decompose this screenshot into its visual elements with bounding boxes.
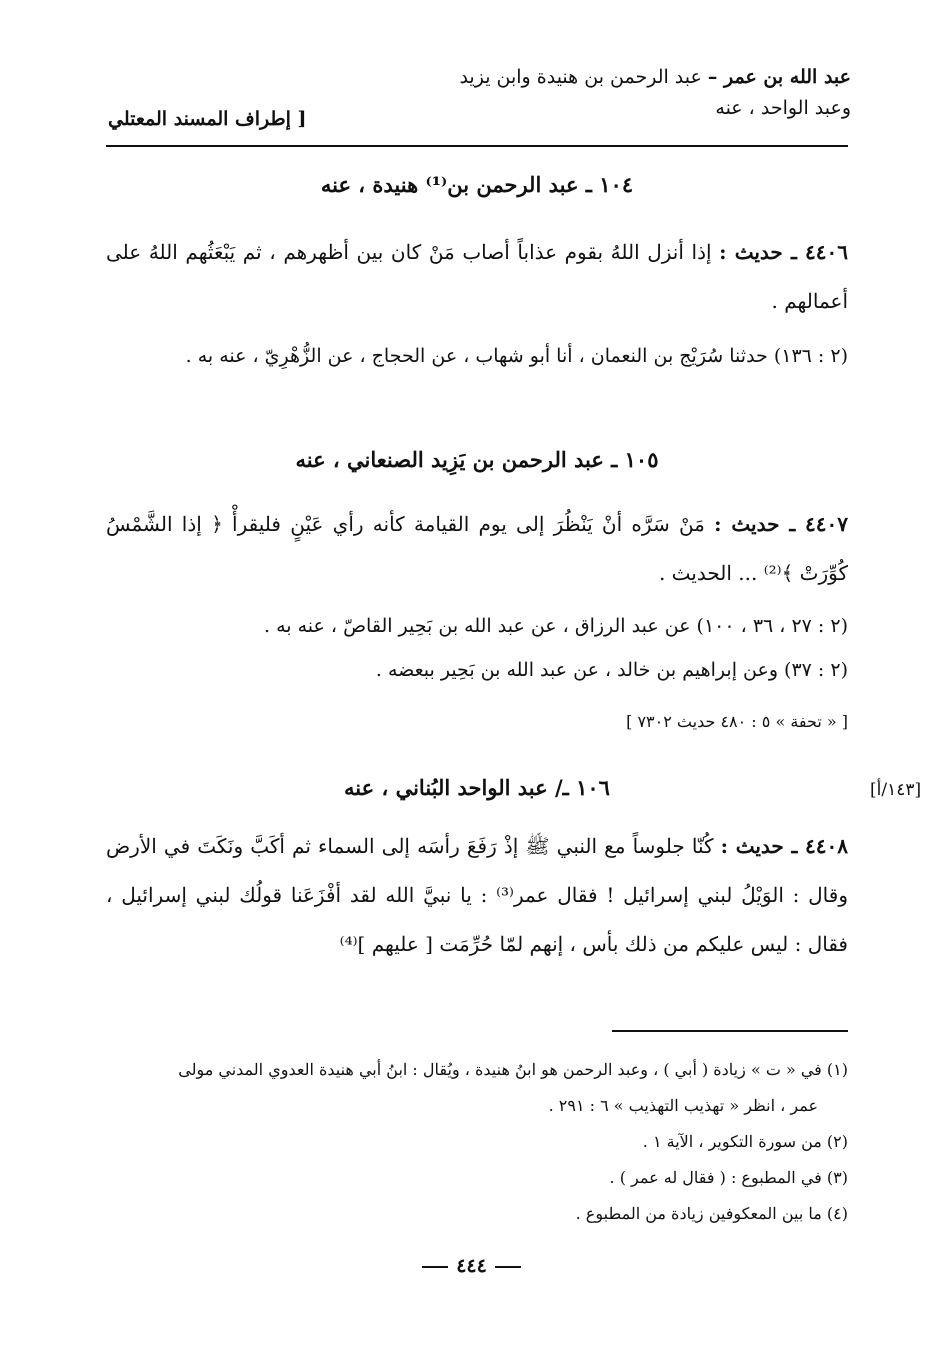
footnote-continuation: عمر ، انظر « تهذيب التهذيب » ٦ : ٢٩١ . [548,1096,818,1115]
hadith-entry [106,228,848,326]
hadith-entry [106,822,848,969]
header-narrators: عبد الرحمن بن هنيدة وابن يزيد [459,66,702,88]
hadith-number: ٤٤٠٧ ـ حديث : [714,512,849,536]
isnad: (٢ : ٣٧) وعن إبراهيم بن خالد ، عن عبد الله بن بَحِير ببعضه . [375,659,848,681]
hadith-text: إذا أنزل اللهُ بقوم عذاباً أصاب مَنْ كان بين أظهرهم ، ثم يَبْعَثُهم اللهُ على أعمالهم . [106,240,848,313]
footnote: (٣) في المطبوع : ( فقال له عمر ) . [609,1168,848,1187]
page-number-dash [495,1266,521,1268]
footnote: (١) في « ت » زيادة ( أبي ) ، وعبد الرحمن هو ابنُ هنيدة ، ويُقال : ابنُ أبي هنيدة العدوي المدني مولى [178,1060,848,1079]
section-title: ١٠٤ ـ عبد الرحمن بن⁽¹⁾ هنيدة ، عنه [320,172,634,197]
footnote-divider [612,1030,848,1032]
isnad: (٢ : ٢٧ ، ٣٦ ، ١٠٠) عن عبد الرزاق ، عن عبد الله بن بَحِير القاصّ ، عنه به . [264,615,848,637]
footnotes [106,1052,848,1232]
hadith-text: مَنْ سَرَّه أنْ يَنْظُرَ إلى يوم القيامة كأنه رأي عَيْنٍ فليقرأْ ﴿ إذا الشَّمْسُ كُوِّرَتْ ﴾⁽²⁾ ... الحديث . [106,512,848,585]
page-number [0,1255,943,1277]
footnote: (٢) من سورة التكوير ، الآية ١ . [642,1132,848,1151]
header-divider [106,145,848,147]
page-number-value: ٤٤٤ [456,1255,487,1277]
book-title: [ إطراف المسند المعتلي [108,108,307,130]
hadith-number: ٤٤٠٨ ـ حديث : [720,834,849,858]
footnote: (٤) ما بين المعكوفين زيادة من المطبوع . [575,1204,848,1223]
header-line-2: وعبد الواحد ، عنه [715,97,851,119]
hadith-number: ٤٤٠٦ ـ حديث : [719,240,848,264]
page-number-dash [422,1266,448,1268]
section-title: ١٠٥ ـ عبد الرحمن بن يَزِيد الصنعاني ، عنه [295,447,659,472]
manuscript-folio-note: [١٤٣/أ] [870,780,922,800]
isnad: (٢ : ١٣٦) حدثنا سُرَيْج بن النعمان ، أنا أبو شهاب ، عن الحجاج ، عن الزُّهْرِيّ ، عنه به . [185,345,848,367]
section-title: ١٠٦ ـ/ عبد الواحد البُناني ، عنه [344,775,610,800]
hadith-text: كُنّا جلوساً مع النبي ﷺ إذْ رَفَعَ رأسَه إلى السماء ثم أكَبَّ ونَكَتَ في الأرض وقال : الوَيْلُ لبني إسرائيل ! فقال عمر⁽³⁾ : يا نبيَّ الله لقد أفْزَعَنا قولُك لبني إسرائيل ، فقال : ليس عليكم من ذلك بأس ، إنهم لمّا حُرِّمَت [ عليهم ]⁽⁴⁾ [106,834,848,956]
tuhfa-reference: [ « تحفة » ٥ : ٤٨٠ حديث ٧٣٠٢ ] [626,712,848,731]
hadith-entry [106,500,848,598]
running-header [331,62,851,124]
header-line-1 [331,62,851,93]
header-author: عبد الله بن عمر – [707,66,851,88]
